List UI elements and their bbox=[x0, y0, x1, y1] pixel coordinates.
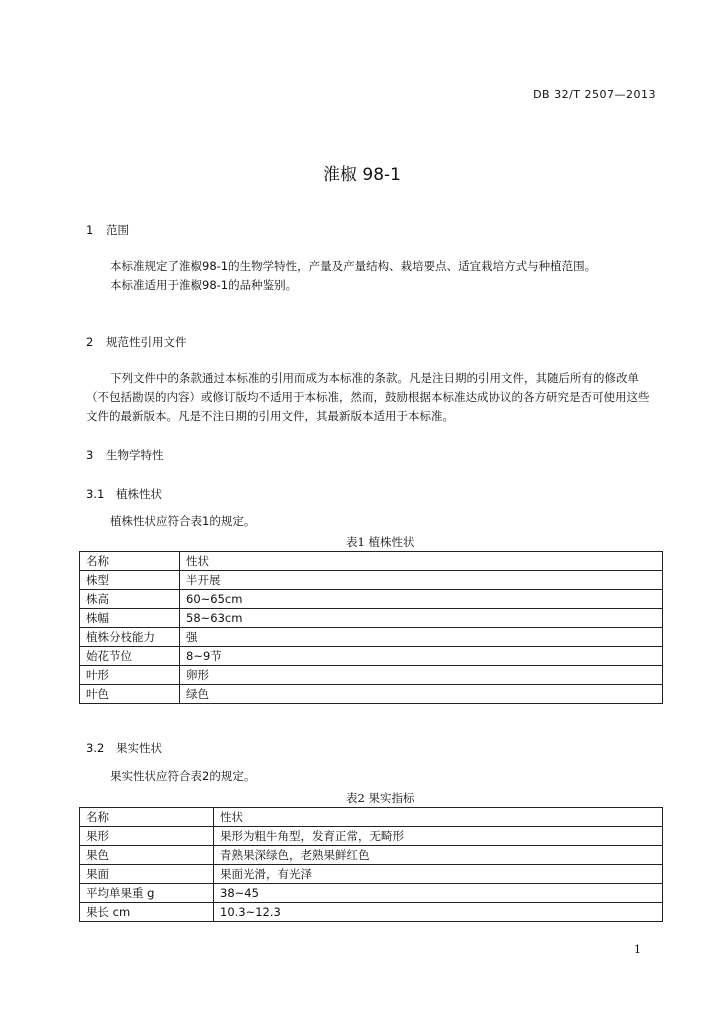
section-3-1-heading bbox=[86, 486, 162, 502]
table-cell: 始花节位 bbox=[80, 647, 180, 666]
plant-traits-table bbox=[79, 551, 663, 704]
table-row bbox=[80, 571, 663, 590]
section-1-heading bbox=[86, 222, 129, 238]
section-number: 3.2 bbox=[86, 741, 105, 755]
table-row bbox=[80, 808, 663, 827]
table-cell: 果色 bbox=[80, 846, 214, 865]
section-title: 规范性引用文件 bbox=[106, 335, 187, 349]
table-row bbox=[80, 552, 663, 571]
section-title: 果实性状 bbox=[116, 741, 162, 755]
section-2-paragraph-1: 下列文件中的条款通过本标准的引用而成为本标准的条款。凡是注日期的引用文件，其随后所有的修改单（不包括勘误的内容）或修订版均不适用于本标准，然而，鼓励根据本标准达成协议的各方研究是否可使用这些文件的最新版本。凡是不注日期的引用文件，其最新版本适用于本标准。 bbox=[86, 371, 650, 423]
table-row bbox=[80, 827, 663, 846]
section-title: 植株性状 bbox=[116, 487, 162, 501]
section-3-heading bbox=[86, 447, 164, 463]
table-cell: 叶形 bbox=[80, 666, 180, 685]
section-1-paragraph-2: 本标准适用于淮椒98-1的品种鉴别。 bbox=[110, 278, 298, 292]
table-1-caption: 表1 植株性状 bbox=[346, 535, 415, 549]
table-row bbox=[80, 903, 663, 922]
table-cell: 果面 bbox=[80, 865, 214, 884]
table-cell: 名称 bbox=[80, 552, 180, 571]
table-row bbox=[80, 846, 663, 865]
table-cell: 青熟果深绿色，老熟果鲜红色 bbox=[214, 846, 663, 865]
table-cell: 株型 bbox=[80, 571, 180, 590]
table-cell: 果形为粗牛角型，发育正常，无畸形 bbox=[214, 827, 663, 846]
table-cell: 株高 bbox=[80, 590, 180, 609]
table-cell: 8~9节 bbox=[180, 647, 663, 666]
table-cell: 60~65cm bbox=[180, 590, 663, 609]
page-number: 1 bbox=[634, 943, 641, 956]
table-cell: 卵形 bbox=[180, 666, 663, 685]
section-3-1-paragraph: 植株性状应符合表1的规定。 bbox=[110, 514, 256, 528]
section-1-paragraph-1: 本标准规定了淮椒98-1的生物学特性，产量及产量结构、栽培要点、适宜栽培方式与种植范围。 bbox=[110, 259, 597, 273]
table-cell: 强 bbox=[180, 628, 663, 647]
table-2-caption: 表2 果实指标 bbox=[346, 791, 415, 805]
table-cell: 果形 bbox=[80, 827, 214, 846]
table-cell: 果长 cm bbox=[80, 903, 214, 922]
table-row bbox=[80, 685, 663, 704]
table-row bbox=[80, 666, 663, 685]
table-row bbox=[80, 884, 663, 903]
table-row bbox=[80, 647, 663, 666]
table-cell: 绿色 bbox=[180, 685, 663, 704]
section-number: 2 bbox=[86, 335, 94, 349]
table-cell: 平均单果重 g bbox=[80, 884, 214, 903]
standard-code: DB 32/T 2507—2013 bbox=[533, 88, 656, 101]
table-cell: 58~63cm bbox=[180, 609, 663, 628]
section-number: 3.1 bbox=[86, 487, 105, 501]
table-cell: 性状 bbox=[180, 552, 663, 571]
section-3-2-paragraph: 果实性状应符合表2的规定。 bbox=[110, 769, 256, 783]
table-cell: 株幅 bbox=[80, 609, 180, 628]
section-2-heading bbox=[86, 334, 187, 350]
fruit-traits-table bbox=[79, 807, 663, 922]
document-title: 淮椒 98-1 bbox=[323, 165, 401, 185]
table-cell: 性状 bbox=[214, 808, 663, 827]
table-cell: 名称 bbox=[80, 808, 214, 827]
section-title: 范围 bbox=[106, 223, 129, 237]
table-cell: 10.3~12.3 bbox=[214, 903, 663, 922]
table-row bbox=[80, 609, 663, 628]
table-row bbox=[80, 865, 663, 884]
table-cell: 38~45 bbox=[214, 884, 663, 903]
table-cell: 半开展 bbox=[180, 571, 663, 590]
section-3-2-heading bbox=[86, 740, 162, 756]
section-number: 3 bbox=[86, 448, 94, 462]
table-row bbox=[80, 628, 663, 647]
section-number: 1 bbox=[86, 223, 94, 237]
table-row bbox=[80, 590, 663, 609]
table-cell: 叶色 bbox=[80, 685, 180, 704]
section-title: 生物学特性 bbox=[106, 448, 164, 462]
table-cell: 果面光滑，有光泽 bbox=[214, 865, 663, 884]
table-cell: 植株分枝能力 bbox=[80, 628, 180, 647]
